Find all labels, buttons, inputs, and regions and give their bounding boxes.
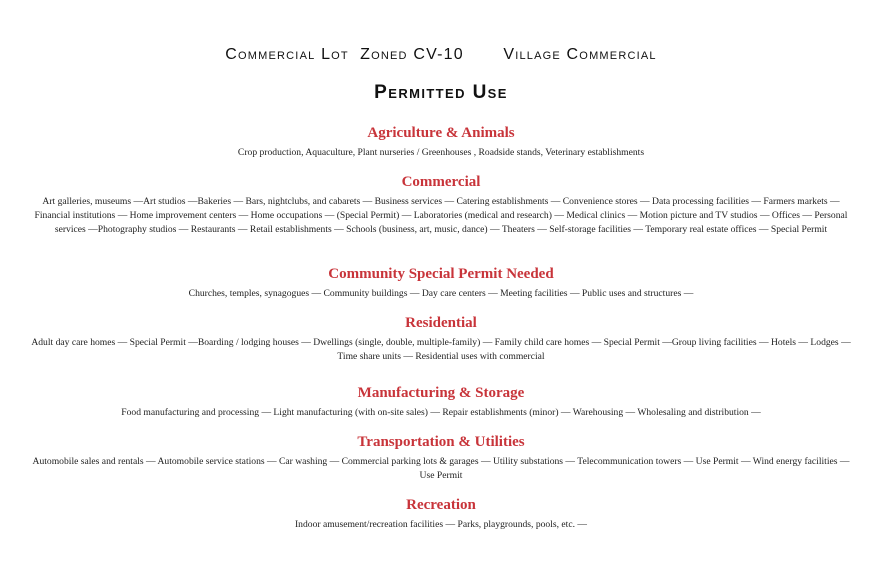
section-residential [30,314,852,364]
section-heading: Transportation & Utilities [357,434,525,450]
section-agriculture-animals [30,124,852,160]
section-text: Churches, temples, synagogues — Community buildings — Day care centers — Meeting facilities — Public uses and structures — [188,288,694,299]
page-title: Permitted Use [374,82,508,103]
section-heading: Agriculture & Animals [367,125,515,141]
lot-zoning-header: Commercial Lot Zoned CV-10 Village Commercial [225,46,657,63]
section-heading: Residential [405,315,477,331]
section-text: Art galleries, museums —Art studios —Bakeries — Bars, nightclubs, and cabarets — Business services — Catering establishments — Convenience stores — Data processing facilities — Farmers markets — Financial institutions — Home improvement centers — Home occupations — (Special Permit) — Laboratories (medical and research) — Medical clinics — Motion picture and TV studios — Offices — Personal services —Photography studios — Restaurants — Retail establishments — Schools (business, art, music, dance) — Theaters — Self-storage facilities — Temporary real estate offices — Special Permit [34,196,848,236]
section-transportation-utilities [30,433,852,483]
section-text: Crop production, Aquaculture, Plant nurseries / Greenhouses , Roadside stands, Veterinary establishments [237,147,645,158]
section-text: Adult day care homes — Special Permit —Boarding / lodging houses — Dwellings (single, double, multiple-family) — Family child care homes — Special Permit —Group living facilities — Hotels — Lodges —Time share units — Residential uses with commercial [31,337,851,363]
section-heading: Manufacturing & Storage [357,385,525,401]
section-commercial [30,173,852,238]
section-text: Indoor amusement/recreation facilities — Parks, playgrounds, pools, etc. — [294,519,587,530]
section-text: Automobile sales and rentals — Automobile service stations — Car washing — Commercial parking lots & garages — Utility substations — Telecommunication towers — Use Permit — Wind energy facilities — Use Permit [32,456,850,482]
section-community-special-permit [30,265,852,301]
section-text: Food manufacturing and processing — Light manufacturing (with on-site sales) — Repair establishments (minor) — Warehousing — Wholesaling and distribution — [121,407,761,418]
section-heading: Recreation [406,497,476,513]
section-recreation [30,496,852,532]
section-heading: Commercial [401,174,481,190]
section-heading: Community Special Permit Needed [328,266,554,282]
section-manufacturing-storage [30,384,852,420]
